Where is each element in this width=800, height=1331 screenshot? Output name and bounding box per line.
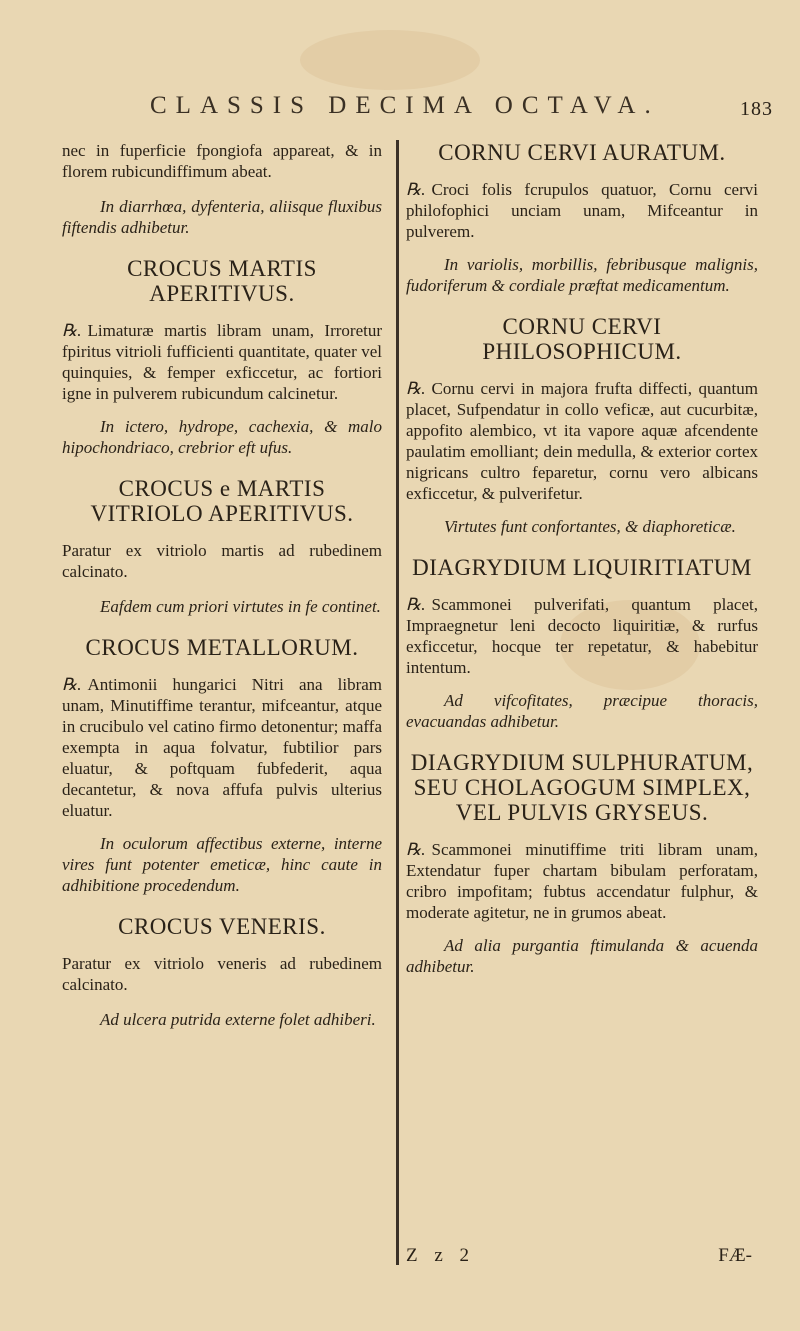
recipe-symbol: ℞. <box>62 321 82 340</box>
recipe-text: Cornu cervi in majora frufta diffecti, quantum placet, Sufpendatur in collo veficæ, aut cucurbitæ, appofito alembico, vt ita vapore aquæ afcendente paulatim emolliant; dein medulla, & exterior cortex nigricans cultro feparetur, cornu vero albicans exficcetur, & pulverifetur. <box>406 379 758 503</box>
section-heading: CROCUS VENERIS. <box>118 914 326 939</box>
usage-note: Ad ulcera putrida externe folet adhiberi. <box>100 1010 376 1029</box>
recipe-paragraph <box>406 179 758 242</box>
page-number: 183 <box>740 98 773 120</box>
section-heading: CROCUS METALLORUM. <box>85 635 359 660</box>
usage-note: In variolis, morbillis, febribusque malignis, fudoriferum & cordiale præftat medicamentum. <box>406 255 758 295</box>
body-paragraph: Paratur ex vitriolo martis ad rubedinem calcinato. <box>62 541 382 581</box>
recipe-text: Antimonii hungarici Nitri ana libram unam, Minutiffime terantur, mifceantur, atque in crucibulo vel catino firmo detonentur; maffa exempta in aqua folvatur, fubtilior pars eluatur, & poftquam fubfederit, aqua decantetur, & nova affufa pulvis ulterius eluatur. <box>62 675 382 820</box>
recipe-text: Limaturæ martis libram unam, Irroretur fpiritus vitrioli fufficienti quantitate, quater vel quinquies, & femper exficcetur, ac fortiori igne in pulverem rubicundum calcinetur. <box>62 321 382 403</box>
recipe-paragraph <box>406 594 758 678</box>
recipe-paragraph <box>62 674 382 821</box>
usage-note: In oculorum affectibus externe, interne vires funt potenter emeticæ, hinc caute in adhibitione procedendum. <box>62 834 382 895</box>
usage-note: In ictero, hydrope, cachexia, & malo hipochondriaco, crebrior eft ufus. <box>62 417 382 457</box>
recipe-text: Scammonei pulverifati, quantum placet, Impraegnetur leni decocto liquiritiæ, & rurfus exficcetur, hocque ter repetatur, & habebitur intentum. <box>406 595 758 677</box>
running-head <box>0 92 800 132</box>
column-divider <box>396 140 399 1265</box>
usage-note: Ad alia purgantia ftimulanda & acuenda adhibetur. <box>406 936 758 976</box>
recipe-symbol: ℞. <box>406 379 426 398</box>
usage-note: In diarrhœa, dyfenteria, aliisque fluxibus fiftendis adhibetur. <box>62 197 382 237</box>
recipe-text: Croci folis fcrupulos quatuor, Cornu cervi philofophici unciam unam, Mifceantur in pulverem. <box>406 180 758 241</box>
right-column <box>406 140 758 995</box>
paper-stain <box>300 30 480 90</box>
recipe-paragraph <box>62 320 382 404</box>
section-heading: CORNU CERVI AURATUM. <box>438 140 726 165</box>
page-footer <box>406 1245 758 1270</box>
section-heading: CROCUS e MARTIS VITRIOLO APERITIVUS. <box>90 476 354 526</box>
recipe-paragraph <box>406 378 758 504</box>
section-heading: DIAGRYDIUM LIQUIRITIATUM <box>412 555 752 580</box>
section-heading: CROCUS MARTIS APERITIVUS. <box>127 256 317 306</box>
usage-note: Virtutes funt confortantes, & diaphoreticæ. <box>444 517 736 536</box>
usage-note: Eafdem cum priori virtutes in fe continet. <box>100 597 381 616</box>
body-paragraph: nec in fuperficie fpongiofa appareat, & in florem rubicundiffimum abeat. <box>62 141 382 181</box>
recipe-text: Scammonei minutiffime triti libram unam, Extendatur fuper chartam bibulam perforatam, cribro impofitam; fubtus accendatur fulphur, & moderate agitetur, ne in grumos abeat. <box>406 840 758 922</box>
left-column <box>62 140 382 1048</box>
section-heading: DIAGRYDIUM SULPHURATUM, SEU CHOLAGOGUM SIMPLEX, VEL PULVIS GRYSEUS. <box>410 750 754 825</box>
signature-mark: Z z 2 <box>406 1245 476 1266</box>
running-title: CLASSIS DECIMA OCTAVA. <box>150 92 660 119</box>
section-heading: CORNU CERVI PHILOSOPHICUM. <box>482 314 682 364</box>
recipe-symbol: ℞. <box>406 595 426 614</box>
usage-note: Ad vifcofitates, præcipue thoracis, evacuandas adhibetur. <box>406 691 758 731</box>
recipe-symbol: ℞. <box>406 840 426 859</box>
recipe-symbol: ℞. <box>406 180 426 199</box>
recipe-paragraph <box>406 839 758 923</box>
body-paragraph: Paratur ex vitriolo veneris ad rubedinem calcinato. <box>62 954 382 994</box>
recipe-symbol: ℞. <box>62 675 82 694</box>
catchword: FÆ- <box>718 1245 752 1266</box>
